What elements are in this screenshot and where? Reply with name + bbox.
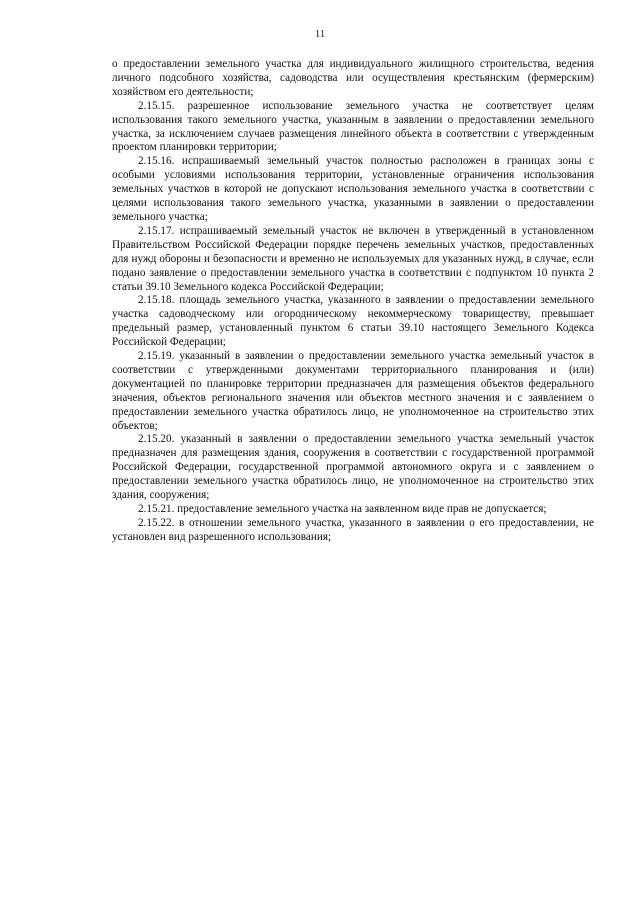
paragraph-2-15-20: 2.15.20. указанный в заявлении о предоставлении земельного участка земельный участок предназначен для размещения здания, сооружения в соответствии с государственной программой Российской Федерации, государственной программой автономного округа и с заявлением о предоставлении земельного участка обратилось лицо, не уполномоченное на строительство этих здания, сооружения;	[112, 433, 594, 502]
paragraph-2-15-17: 2.15.17. испрашиваемый земельный участок не включен в утвержденный в установленном Правительством Российской Федерации порядке перечень земельных участков, предоставленных для нужд обороны и безопасности и временно не используемых для указанных нужд, в случае, если подано заявление о предоставлении земельного участка в соответствии с подпунктом 10 пункта 2 статьи 39.10 Земельного кодекса Российской Федерации;	[112, 224, 594, 293]
paragraph-2-15-16: 2.15.16. испрашиваемый земельный участок полностью расположен в границах зоны с особыми условиями использования территории, установленные ограничения использования земельных участков в которой не допускают использования земельного участка в соответствии с целями использования такого земельного участка, указанными в заявлении о предоставлении земельного участка;	[112, 155, 594, 223]
paragraph-2-15-21: 2.15.21. предоставление земельного участка на заявленном виде прав не допускается;	[138, 503, 547, 515]
paragraph-2-15-18: 2.15.18. площадь земельного участка, указанного в заявлении о предоставлении земельного участка садоводческому или огородническому некоммерческому товариществу, превышает предельный размер, установленный пунктом 6 статьи 39.10 настоящего Земельного Кодекса Российской Федерации;	[112, 294, 594, 349]
paragraph-2-15-19: 2.15.19. указанный в заявлении о предоставлении земельного участка земельный участок в соответствии с утвержденными документами территориального планирования и (или) документацией по планировке территории предназначен для размещения объектов федерального значения, объектов регионального значения или объектов местного значения и с заявлением о предоставлении земельного участка обратилось лицо, не уполномоченное на строительство этих объектов;	[112, 350, 594, 432]
paragraph-2-15-15: 2.15.15. разрешенное использование земельного участка не соответствует целям использования такого земельного участка, указанным в заявлении о предоставлении земельного участка, за исключением случаев размещения линейного объекта в соответствии с утвержденным проектом планировки территории;	[112, 99, 594, 154]
page-number: 11	[314, 28, 326, 40]
document-body	[112, 58, 594, 545]
paragraph-continuation: о предоставлении земельного участка для индивидуального жилищного строительства, ведения личного подсобного хозяйства, садоводства или осуществления крестьянским (фермерским) хозяйством его деятельности;	[112, 58, 594, 98]
paragraph-2-15-22: 2.15.22. в отношении земельного участка, указанного в заявлении о его предоставлении, не установлен вид разрешенного использования;	[112, 516, 594, 543]
